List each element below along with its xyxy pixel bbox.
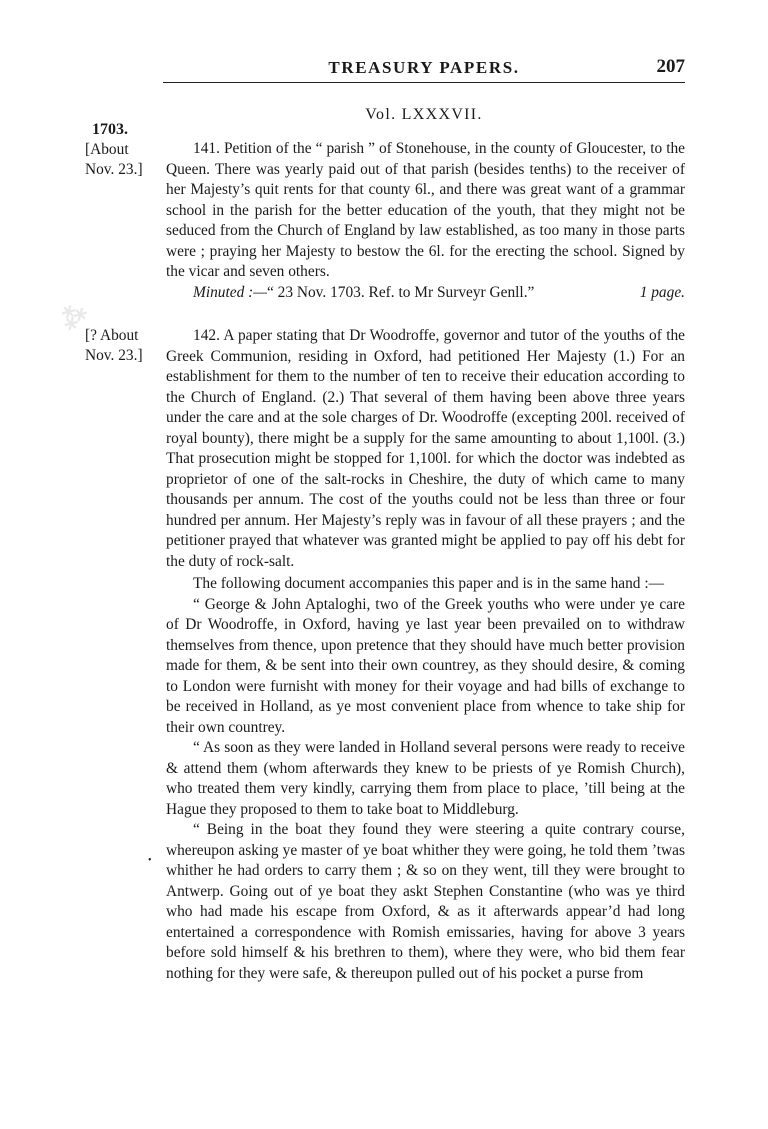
margin-note-142-line1: [? About — [85, 327, 139, 344]
entry-141 — [166, 139, 685, 303]
watermark: ⁂ — [53, 294, 96, 337]
document-paragraph-3: “ Being in the boat they found they were steering a quite contrary course, whereupon asking ye master of ye boat whither they were going, he told them ’twas whither he had orders to carry them ; & so on they went, till they were brought to Antwerp. Going out of ye boat they askt Stephen Constantine (who was ye third who had made his escape from Oxford, & as it afterwards appear’d had long entertained a correspondence with Romish emissaries, having for above 3 years before sold himself & his brethren to them), where they were, who bid them fear nothing for they were safe, & thereupon pulled out of his pocket a purse from — [166, 821, 685, 982]
entry-141-text: 141. Petition of the “ parish ” of Stonehouse, in the county of Gloucester, to the Queen. There was yearly paid out of that parish (besides tenths) to the receiver of her Majesty’s quit rents for that county 6l., and there was great want of a grammar school in the parish for the better education of the youth, that they might not be seduced from the Church of England by law established, as too many in those parts were ; praying her Majesty to bestow the 6l. for the erecting the school. Signed by the vicar and seven others. — [166, 140, 685, 280]
running-title: TREASURY PAPERS. — [328, 58, 520, 77]
running-header — [163, 58, 685, 83]
entry-141-minute — [166, 283, 685, 304]
margin-note-141-line2: Nov. 23.] — [85, 160, 143, 178]
year-marginal: 1703. — [92, 121, 128, 138]
page-number: 207 — [656, 56, 685, 77]
document-paragraph-1: “ George & John Aptaloghi, two of the Greek youths who were under ye care of Dr Woodroffe, in Oxford, having ye last year been prevailed on to withdraw themselves from thence, upon pretence that they should have much better provision made for them, & be sent into their own countrey, as they should desire, & coming to London were furnisht with money for their voyage and had bills of exchange to be received in Holland, as ye most convenient place from whence to take ship for their own countrey. — [166, 595, 685, 736]
margin-note-141-line1: [About — [85, 141, 129, 158]
page-count: 1 page. — [639, 283, 685, 301]
margin-note-142-line2: Nov. 23.] — [85, 346, 143, 364]
margin-note-142 — [85, 326, 159, 365]
minute-label: Minuted :— — [193, 283, 267, 301]
volume-heading: Vol. LXXXVII. — [365, 106, 483, 123]
accompanying-intro: The following document accompanies this paper and is in the same hand :— — [193, 575, 664, 592]
margin-bullet: • — [148, 855, 152, 866]
entry-142-text: 142. A paper stating that Dr Woodroffe, governor and tutor of the youths of the Greek Communion, residing in Oxford, had petitioned Her Majesty (1.) For an establishment for them to the number of ten to receive their education according to the Church of England. (2.) That several of them having been above three years under the care and at the sole charges of Dr. Woodroffe (excepting 200l. received of royal bounty), there might be a supply for the same amounting to about 1,100l. (3.) That prosecution might be stopped for 1,100l. for which the doctor was indebted as proprietor of one of the salt-rocks in Cheshire, the duty of which came to many thousands per annum. The cost of the youths could not be less than three or four hundred per annum. Her Majesty’s reply was in favour of all these prayers ; and the petitioner prayed that whatever was granted might be applied to pay off his debt for the duty of rock-salt. — [166, 327, 685, 570]
margin-note-141 — [85, 140, 159, 179]
minute-text: “ 23 Nov. 1703. Ref. to Mr Surveyr Genll.” — [266, 283, 535, 301]
document-paragraph-2: “ As soon as they were landed in Holland several persons were ready to receive & attend them (whom afterwards they knew to be priests of ye Romish Church), who treated them very kindly, carrying them from place to place, ’till being at the Hague they proposed to them to take boat to Middleburg. — [166, 739, 685, 818]
entry-142 — [166, 326, 685, 984]
